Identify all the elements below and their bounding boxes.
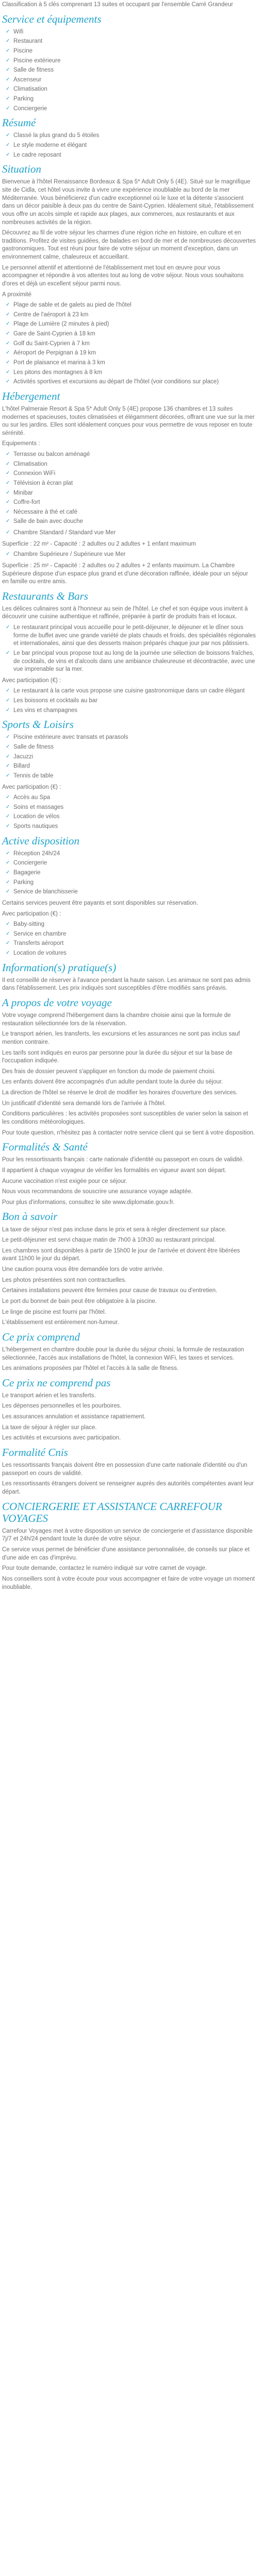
section-title-active: Active disposition (2, 834, 79, 847)
list-item: ✓ Gare de Saint-Cyprien à 18 km (13, 330, 256, 338)
list-item: ✓ Le cadre reposant (13, 151, 256, 160)
list-item: ✓ Service de blanchisserie (13, 888, 256, 896)
list-item: ✓ Les pitons des montagnes à 8 km (13, 369, 256, 377)
active-note: Certains services peuvent être payants et sont disponibles sur réservation. (2, 900, 198, 906)
sports-list (2, 734, 256, 780)
list-item: ✓ Plage de sable et de galets au pied de l'hôtel (13, 301, 256, 310)
list-item: ✓ Piscine extérieure (13, 57, 256, 65)
room-type-detail: Superficie : 22 m² - Capacité : 2 adultes ou 2 adultes + 1 enfant maximum (2, 540, 196, 547)
list-item: ✓ Baby-sitting (13, 921, 256, 929)
list-item: ✓ Soins et massages (13, 804, 256, 812)
restaurants-extra-list (2, 687, 256, 715)
list-item: ✓ Tennis de table (13, 772, 256, 781)
list-item: ✓ Golf du Saint-Cyprien à 7 km (13, 340, 256, 348)
list-item: ✓ Centre de l'aéroport à 23 km (13, 311, 256, 319)
formalites-paragraph: Il appartient à chaque voyageur de vérifier les formalités en vigueur avant son départ. (2, 1167, 227, 1174)
list-item: ✓ Location de vélos (13, 813, 256, 821)
avec-participation-title: Avec participation (€) : (2, 784, 61, 790)
avec-participation-title: Avec participation (€) : (2, 910, 61, 917)
hebergement-intro: L'hôtel Palmeraie Resort & Spa 5* Adult Only 5 (4E) propose 136 chambres et 13 suites modernes et spacieuses, toutes climatisées et élégamment décorées, offrant une vue sur la mer ou sur les jardins. Elles sont idéalement conçues pour vous permettre de vous reposer en toute sérénité. (2, 405, 255, 436)
list-item: ✓ Salle de bain avec douche (13, 518, 256, 526)
savoir-paragraph: Les photos présentées sont non contractuelles. (2, 1277, 127, 1283)
voyage-paragraph: Le transport aérien, les transferts, les excursions et les assurances ne sont pas inclus sauf mention contraire. (2, 1031, 240, 1045)
list-item: ✓ Restaurant (13, 38, 256, 46)
savoir-paragraph: Une caution pourra vous être demandée lors de votre arrivée. (2, 1266, 164, 1273)
section-title-sports: Sports & Loisirs (2, 718, 74, 731)
list-item: ✓ Jacuzzi (13, 753, 256, 761)
list-item: ✓ Climatisation (13, 461, 256, 469)
chambre-list (2, 551, 256, 559)
list-item: ✓ Climatisation (13, 86, 256, 94)
conciergerie-paragraph: Pour toute demande, contactez le numéro indiqué sur votre carnet de voyage. (2, 1565, 207, 1572)
voyage-paragraph: Conditions particulières : les activités proposées sont susceptibles de varier selon la saison et les conditions météorologiques. (2, 1111, 248, 1125)
list-item: ✓ Wifi (13, 28, 256, 37)
list-item: ✓ Conciergerie (13, 105, 256, 113)
list-item: ✓ Port de plaisance et marina à 3 km (13, 359, 256, 367)
section-title-restaurants: Restaurants & Bars (2, 589, 88, 602)
list-item: ✓ Bagagerie (13, 869, 256, 877)
list-item: ✓ Service en chambre (13, 930, 256, 939)
list-item: ✓ Classé la plus grand du 5 étoiles (13, 132, 256, 140)
voyage-paragraph: Les tarifs sont indiqués en euros par personne pour la durée du séjour et sur la base de l'occupation indiquée. (2, 1049, 233, 1064)
prix-comprend-paragraph: Les animations proposées par l'hôtel et l'accès à la salle de fitness. (2, 1365, 179, 1372)
voyage-paragraph: Les enfants doivent être accompagnés d'un adulte pendant toute la durée du séjour. (2, 1079, 223, 1086)
list-item: ✓ Le restaurant à la carte vous propose une cuisine gastronomique dans un cadre élégant (13, 687, 256, 696)
conciergerie-paragraph: Nos conseillers sont à votre écoute pour vous accompagner et faire de votre voyage un moment inoubliable. (2, 1575, 255, 1590)
list-item: ✓ Activités sportives et excursions au départ de l'hôtel (voir conditions sur place) (13, 378, 256, 386)
formalites-paragraph: Aucune vaccination n'est exigée pour ce séjour. (2, 1178, 127, 1184)
list-item: ✓ Le bar principal vous propose tout au long de la journée une sélection de boissons fraîches, de cocktails, de vins et d'alcools dans une ambiance chaleureuse et décontractée, avec une vue imprenable sur la mer. (13, 650, 256, 674)
list-item: ✓ Coffre-fort (13, 499, 256, 507)
section-title-resume: Résumé (2, 116, 36, 129)
formalites-paragraph: Pour plus d'informations, consultez le site www.diplomatie.gouv.fr. (2, 1199, 175, 1206)
restaurants-paragraph: Les délices culinaires sont à l'honneur au sein de l'hôtel. Le chef et son équipe vous invitent à découvrir une cuisine authentique et raffinée, préparée à partir de produits frais et locaux. (2, 605, 248, 620)
section-title-formalites: Formalités & Santé (2, 1141, 88, 1154)
list-item: ✓ Plage de Lumière (2 minutes à pied) (13, 320, 256, 329)
chambre-list (2, 529, 256, 537)
savoir-paragraph: Le linge de piscine est fourni par l'hôtel. (2, 1309, 106, 1315)
avec-participation-title: Avec participation (€) : (2, 677, 61, 684)
list-item: ✓ Transferts aéroport (13, 940, 256, 948)
list-item: ✓ Les boissons et cocktails au bar (13, 697, 256, 705)
list-item: ✓ Minibar (13, 489, 256, 498)
section-title-informations: Information(s) pratique(s) (2, 961, 117, 974)
prix-ne-comprend-item: Les dépenses personnelles et les pourboires. (2, 1403, 122, 1410)
active-list (2, 850, 256, 896)
list-item: ✓ Le restaurant principal vous accueille pour le petit-déjeuner, le déjeuner et le dîner sous forme de buffet avec une grande variété de plats chauds et froids, des spécialités régionales et internationales, ainsi que des desserts maison préparés chaque jour par nos pâtissiers. (13, 624, 256, 648)
list-item: ✓ Connexion WiFi (13, 470, 256, 478)
list-item: ✓ Réception 24h/24 (13, 850, 256, 858)
formalite-cnis-paragraph: Les ressortissants étrangers doivent se renseigner auprès des autorités compétentes avant leur départ. (2, 1481, 254, 1495)
list-item: ✓ Location de voitures (13, 950, 256, 958)
formalite-cnis-paragraph: Les ressortissants français doivent être en possession d'une carte nationale d'identité ou d'un passeport en cours de validité. (2, 1462, 248, 1477)
informations-paragraph: Il est conseillé de réserver à l'avance pendant la haute saison. Les animaux ne sont pas admis dans l'établissement. Les prix indiqués sont susceptibles d'être modifiés sans préavis. (2, 977, 251, 992)
section-title-conciergerie: CONCIERGERIE ET ASSISTANCE CARREFOUR VOYAGES (2, 1500, 222, 1524)
conciergerie-paragraph: Ce service vous permet de bénéficier d'une assistance personnalisée, de conseils sur place et d'une aide en cas d'imprévu. (2, 1547, 250, 1561)
savoir-paragraph: Le petit-déjeuner est servi chaque matin de 7h00 à 10h30 au restaurant principal. (2, 1237, 216, 1244)
list-item: ✓ Salle de fitness (13, 743, 256, 752)
savoir-paragraph: La taxe de séjour n'est pas incluse dans le prix et sera à régler directement sur place. (2, 1226, 227, 1233)
list-item: ✓ Salle de fitness (13, 66, 256, 75)
situation-paragraph: Le personnel attentif et attentionné de l'établissement met tout en œuvre pour vous accompagner et répondre à vos attentes tout au long de votre séjour. Nous vous souhaitons d'ores et déjà un excellent séjour parmi nous. (2, 264, 244, 287)
list-item: ✓ Accès au Spa (13, 794, 256, 802)
proximity-list (2, 301, 256, 386)
list-item: ✓ Nécessaire à thé et café (13, 509, 256, 517)
list-item: ✓ Sports nautiques (13, 823, 256, 831)
list-item: ✓ Terrasse ou balcon aménagé (13, 451, 256, 459)
intro-text: Classification à 5 clés comprenant 13 suites et occupant par l'ensemble Carré Grandeur (2, 2, 233, 8)
voyage-paragraph: Votre voyage comprend l'hébergement dans la chambre choisie ainsi que la formule de restauration sélectionnée lors de la réservation. (2, 1012, 231, 1027)
voyage-paragraph: Un justificatif d'identité sera demandé lors de l'arrivée à l'hôtel. (2, 1100, 166, 1107)
savoir-paragraph: Le port du bonnet de bain peut être obligatoire à la piscine. (2, 1298, 157, 1304)
room-type-detail: Superficie : 25 m² - Capacité : 2 adultes ou 2 adultes + 2 enfants maximum. La Chambre Supérieure dispose d'un espace plus grand et d'une décoration raffinée, idéale pour un séjour en famille ou entre amis. (2, 562, 248, 585)
section-title-services: Service et équipements (2, 12, 102, 25)
savoir-paragraph: Les chambres sont disponibles à partir de 15h00 le jour de l'arrivée et doivent être libérées avant 11h00 le jour du départ. (2, 1247, 240, 1262)
page (0, 1, 258, 1591)
voyage-paragraph: La direction de l'hôtel se réserve le droit de modifier les horaires d'ouverture des services. (2, 1090, 238, 1096)
proximity-title: A proximité (2, 291, 31, 298)
section-title-prix-comprend: Ce prix comprend (2, 1330, 80, 1343)
savoir-paragraph: L'établissement est entièrement non-fumeur. (2, 1319, 119, 1326)
section-title-hebergement: Hébergement (2, 389, 60, 402)
equipements-title: Equipements : (2, 440, 40, 447)
section-title-savoir: Bon à savoir (2, 1210, 58, 1223)
prix-ne-comprend-item: Les activités et excursions avec participation. (2, 1435, 121, 1442)
voyage-paragraph: Des frais de dossier peuvent s'appliquer en fonction du mode de paiement choisi. (2, 1068, 216, 1075)
list-item: ✓ Télévision à écran plat (13, 480, 256, 488)
restaurants-list (2, 624, 256, 674)
formalites-paragraph: Pour les ressortissants français : carte nationale d'identité ou passeport en cours de validité. (2, 1157, 244, 1163)
list-item: ✓ Aéroport de Perpignan à 19 km (13, 349, 256, 358)
enfants-list (2, 921, 256, 958)
room-type-title: ✓ Chambre Standard / Standard vue Mer (13, 529, 256, 537)
list-item: ✓ Ascenseur (13, 76, 256, 84)
list-item: ✓ Parking (13, 879, 256, 887)
list-item: ✓ Conciergerie (13, 859, 256, 868)
room-type-title: ✓ Chambre Supérieure / Supérieure vue Mer (13, 551, 256, 559)
resume-list (2, 132, 256, 159)
prix-ne-comprend-item: Le transport aérien et les transferts. (2, 1392, 96, 1399)
sports-extra-list (2, 794, 256, 831)
section-title-formalite-cnis: Formalité Cnis (2, 1446, 68, 1459)
conciergerie-paragraph: Carrefour Voyages met à votre disposition un service de conciergerie et d'assistance disponible 7j/7 et 24h/24 pendant toute la durée de votre séjour. (2, 1528, 253, 1543)
section-title-prix-ne-comprend-pas: Ce prix ne comprend pas (2, 1376, 111, 1389)
list-item: ✓ Le style moderne et élégant (13, 142, 256, 150)
prix-comprend-paragraph: L'hébergement en chambre double pour la durée du séjour choisi, la formule de restauration sélectionnée, l'accès aux installations de l'hôtel, la connexion WiFi, les taxes et services. (2, 1346, 244, 1361)
equipements-list (2, 451, 256, 526)
list-item: ✓ Les vins et champagnes (13, 707, 256, 715)
list-item: ✓ Parking (13, 95, 256, 104)
section-title-voyage: A propos de votre voyage (2, 996, 112, 1009)
voyage-paragraph: Pour toute question, n'hésitez pas à contacter notre service client qui se tient à votre disposition. (2, 1129, 255, 1136)
list-item: ✓ Billard (13, 762, 256, 771)
prix-ne-comprend-item: La taxe de séjour à régler sur place. (2, 1424, 97, 1431)
list-item: ✓ Piscine (13, 47, 256, 56)
section-title-situation: Situation (2, 163, 41, 176)
list-item: ✓ Piscine extérieure avec transats et parasols (13, 734, 256, 742)
savoir-paragraph: Certaines installations peuvent être fermées pour cause de travaux ou d'entretien. (2, 1287, 218, 1294)
situation-paragraph: Découvrez au fil de votre séjour les charmes d'une région riche en histoire, en culture et en traditions. Profitez de visites guidées, de balades en bord de mer et de nombreuses découvertes gastronomiques. Tout est réuni pour faire de votre séjour un moment d'exception, dans un environnement calme, chaleureux et accueillant. (2, 230, 256, 261)
formalites-paragraph: Nous vous recommandons de souscrire une assurance voyage adaptée. (2, 1189, 193, 1195)
situation-paragraph: Bienvenue à l'hôtel Renaissance Bordeaux & Spa 5* Adult Only 5 (4E). Situé sur le magnifique site de Cidla, cet hôtel vous invite à vivre une expérience inoubliable au bord de la mer Méditerranée. Vous bénéficierez d'un cadre exceptionnel où le luxe et la détente s'associent dans un décor paisible à deux pas du centre de Saint-Cyprien. Idéalement situé, l'établissement vous offre un accès simple et rapide aux plages, aux commerces, aux restaurants et aux nombreuses activités de la région. (2, 179, 254, 226)
services-list (2, 28, 256, 113)
prix-ne-comprend-item: Les assurances annulation et assistance rapatriement. (2, 1414, 146, 1420)
